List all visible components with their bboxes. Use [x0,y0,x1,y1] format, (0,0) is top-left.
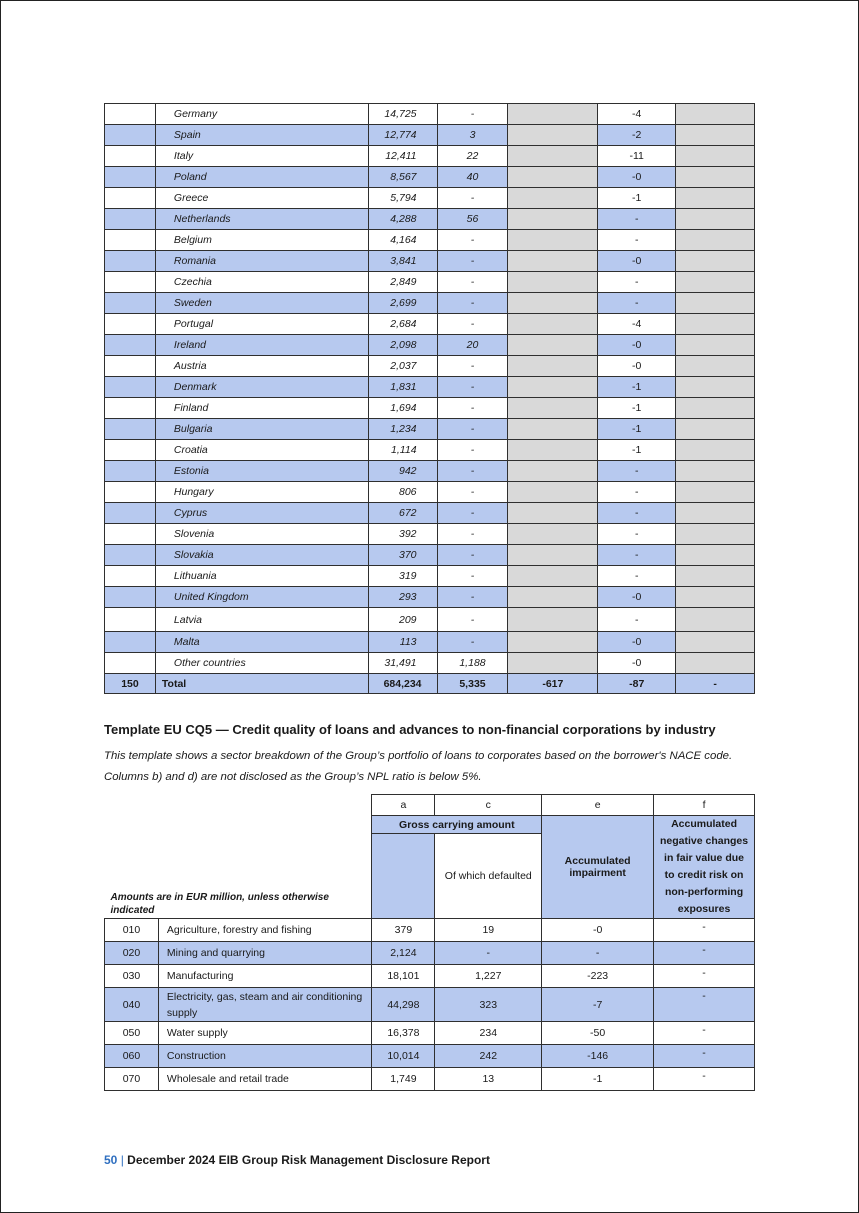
col-letter-a: a [372,795,435,816]
country-code [105,230,156,251]
country-g-blank [676,419,755,440]
country-defaulted: - [437,461,508,482]
total-a: 684,234 [368,674,437,694]
country-code [105,653,156,674]
country-e-blank [508,167,598,188]
country-g-blank [676,398,755,419]
country-defaulted: - [437,632,508,653]
industry-table [104,794,755,1091]
accumulated-impairment-header: Accumulated impairment [542,816,654,919]
country-gross: 1,694 [368,398,437,419]
industry-row [105,919,755,942]
industry-fair-value-change: - [654,1022,755,1045]
country-impairment: - [598,482,676,503]
country-row [105,251,755,272]
country-impairment: - [598,503,676,524]
accumulated-negative-changes-header: Accumulated negative changes in fair value due to credit risk on non-performing exposures [654,816,755,919]
industry-code: 030 [105,965,159,988]
country-name: Other countries [155,653,368,674]
country-defaulted: - [437,566,508,587]
industry-row [105,1045,755,1068]
country-defaulted: - [437,251,508,272]
industry-gross: 44,298 [372,988,435,1022]
country-defaulted: - [437,314,508,335]
country-code [105,377,156,398]
country-g-blank [676,653,755,674]
total-e: -617 [508,674,598,694]
page-number: 50 [104,1153,118,1167]
country-gross: 2,849 [368,272,437,293]
country-defaulted: 22 [437,146,508,167]
industry-label: Wholesale and retail trade [158,1068,372,1091]
country-row [105,440,755,461]
country-gross: 4,164 [368,230,437,251]
country-e-blank [508,482,598,503]
country-defaulted: 1,188 [437,653,508,674]
country-name: Bulgaria [155,419,368,440]
country-g-blank [676,230,755,251]
country-name: Cyprus [155,503,368,524]
industry-impairment: -146 [542,1045,654,1068]
country-e-blank [508,653,598,674]
country-g-blank [676,188,755,209]
country-row [105,209,755,230]
country-row [105,125,755,146]
country-row [105,632,755,653]
amounts-note: Amounts are in EUR million, unless otherwise indicated [110,892,329,916]
country-defaulted: - [437,104,508,125]
country-g-blank [676,587,755,608]
country-code [105,293,156,314]
country-table [104,103,755,694]
industry-defaulted: 13 [435,1068,542,1091]
header-blank [105,795,372,816]
country-name: Latvia [155,608,368,632]
country-g-blank [676,272,755,293]
country-code [105,419,156,440]
country-row [105,188,755,209]
country-gross: 1,831 [368,377,437,398]
industry-fair-value-change: - [654,965,755,988]
country-gross: 370 [368,545,437,566]
gross-a-spacer [372,834,435,919]
total-c: 5,335 [437,674,508,694]
country-impairment: - [598,545,676,566]
country-impairment: - [598,566,676,587]
country-defaulted: - [437,398,508,419]
industry-label: Electricity, gas, steam and air conditioning supply [158,988,372,1022]
total-g: - [676,674,755,694]
country-impairment: -1 [598,440,676,461]
country-defaulted: - [437,293,508,314]
country-code [105,356,156,377]
industry-label: Agriculture, forestry and fishing [158,919,372,942]
country-name: Malta [155,632,368,653]
country-gross: 2,699 [368,293,437,314]
country-impairment: -2 [598,125,676,146]
country-e-blank [508,272,598,293]
country-g-blank [676,251,755,272]
country-gross: 14,725 [368,104,437,125]
country-defaulted: - [437,482,508,503]
country-e-blank [508,566,598,587]
country-gross: 8,567 [368,167,437,188]
country-impairment: -1 [598,188,676,209]
total-f: -87 [598,674,676,694]
country-code [105,209,156,230]
industry-defaulted: 323 [435,988,542,1022]
country-row [105,461,755,482]
total-row [105,674,755,694]
country-e-blank [508,503,598,524]
country-g-blank [676,545,755,566]
country-g-blank [676,632,755,653]
country-row [105,608,755,632]
country-impairment: - [598,608,676,632]
country-gross: 319 [368,566,437,587]
country-g-blank [676,146,755,167]
country-impairment: -0 [598,356,676,377]
industry-gross: 18,101 [372,965,435,988]
country-impairment: -0 [598,335,676,356]
country-g-blank [676,167,755,188]
country-gross: 672 [368,503,437,524]
industry-impairment: -1 [542,1068,654,1091]
country-name: Lithuania [155,566,368,587]
country-defaulted: 20 [437,335,508,356]
country-row [105,167,755,188]
country-name: Denmark [155,377,368,398]
industry-fair-value-change: - [654,988,755,1022]
country-defaulted: 40 [437,167,508,188]
footer [104,1153,490,1167]
country-name: Sweden [155,293,368,314]
industry-impairment: -7 [542,988,654,1022]
country-code [105,608,156,632]
country-name: Hungary [155,482,368,503]
industry-impairment: -0 [542,919,654,942]
country-defaulted: - [437,356,508,377]
country-e-blank [508,398,598,419]
country-impairment: -0 [598,167,676,188]
country-name: Austria [155,356,368,377]
country-e-blank [508,335,598,356]
country-row [105,482,755,503]
country-g-blank [676,104,755,125]
footer-separator: | [120,1153,124,1167]
country-impairment: -0 [598,632,676,653]
country-gross: 2,684 [368,314,437,335]
country-gross: 12,411 [368,146,437,167]
country-e-blank [508,377,598,398]
country-row [105,545,755,566]
country-e-blank [508,461,598,482]
country-name: Belgium [155,230,368,251]
country-g-blank [676,209,755,230]
country-e-blank [508,587,598,608]
country-row [105,398,755,419]
country-impairment: -0 [598,587,676,608]
country-name: Romania [155,251,368,272]
country-g-blank [676,608,755,632]
country-row [105,146,755,167]
country-name: Poland [155,167,368,188]
country-gross: 2,037 [368,356,437,377]
country-e-blank [508,251,598,272]
industry-defaulted: 242 [435,1045,542,1068]
industry-defaulted: - [435,942,542,965]
industry-impairment: -50 [542,1022,654,1045]
country-impairment: -0 [598,653,676,674]
country-gross: 12,774 [368,125,437,146]
industry-defaulted: 1,227 [435,965,542,988]
country-code [105,167,156,188]
of-which-defaulted-header: Of which defaulted [435,834,542,919]
country-row [105,587,755,608]
industry-code: 040 [105,988,159,1022]
industry-row [105,988,755,1022]
country-e-blank [508,293,598,314]
country-name: Slovenia [155,524,368,545]
country-gross: 293 [368,587,437,608]
country-row [105,272,755,293]
country-gross: 942 [368,461,437,482]
country-g-blank [676,503,755,524]
total-label: Total [155,674,368,694]
country-name: Greece [155,188,368,209]
country-e-blank [508,125,598,146]
country-code [105,314,156,335]
country-defaulted: - [437,188,508,209]
country-gross: 209 [368,608,437,632]
country-row [105,566,755,587]
country-g-blank [676,566,755,587]
country-code [105,587,156,608]
country-g-blank [676,440,755,461]
country-e-blank [508,545,598,566]
industry-code: 010 [105,919,159,942]
country-defaulted: 3 [437,125,508,146]
country-row [105,293,755,314]
country-name: Ireland [155,335,368,356]
country-e-blank [508,188,598,209]
country-row [105,356,755,377]
country-e-blank [508,608,598,632]
country-row [105,335,755,356]
section-description: This template shows a sector breakdown of the Group’s portfolio of loans to corporates based on the borrower's NACE code. Columns b) and d) are not disclosed as the Group’s NPL ratio is below 5%. [104,750,733,783]
country-gross: 1,114 [368,440,437,461]
industry-fair-value-change: - [654,942,755,965]
country-row [105,524,755,545]
country-g-blank [676,377,755,398]
gross-carrying-amount-header: Gross carrying amount [372,816,542,834]
country-impairment: - [598,461,676,482]
industry-gross: 10,014 [372,1045,435,1068]
country-name: Italy [155,146,368,167]
country-e-blank [508,209,598,230]
country-code [105,146,156,167]
footer-title: December 2024 EIB Group Risk Management Disclosure Report [127,1153,490,1167]
country-name: Slovakia [155,545,368,566]
col-letter-f: f [654,795,755,816]
country-impairment: -4 [598,104,676,125]
country-code [105,545,156,566]
industry-fair-value-change: - [654,1068,755,1091]
country-g-blank [676,524,755,545]
country-g-blank [676,335,755,356]
country-e-blank [508,104,598,125]
country-e-blank [508,632,598,653]
industry-code: 070 [105,1068,159,1091]
country-impairment: -0 [598,251,676,272]
country-impairment: -1 [598,398,676,419]
country-name: Spain [155,125,368,146]
industry-row [105,965,755,988]
country-g-blank [676,482,755,503]
country-defaulted: - [437,377,508,398]
country-g-blank [676,125,755,146]
country-impairment: - [598,272,676,293]
country-row [105,104,755,125]
industry-label: Construction [158,1045,372,1068]
country-e-blank [508,524,598,545]
industry-label: Manufacturing [158,965,372,988]
country-defaulted: - [437,503,508,524]
industry-row [105,942,755,965]
industry-gross: 2,124 [372,942,435,965]
country-impairment: - [598,230,676,251]
country-code [105,104,156,125]
country-impairment: -4 [598,314,676,335]
industry-label: Water supply [158,1022,372,1045]
country-impairment: -1 [598,419,676,440]
country-code [105,251,156,272]
country-gross: 113 [368,632,437,653]
country-g-blank [676,314,755,335]
country-gross: 31,491 [368,653,437,674]
country-name: Czechia [155,272,368,293]
industry-code: 050 [105,1022,159,1045]
country-g-blank [676,461,755,482]
industry-row [105,1022,755,1045]
country-code [105,503,156,524]
industry-gross: 1,749 [372,1068,435,1091]
country-defaulted: - [437,587,508,608]
total-code: 150 [105,674,156,694]
country-defaulted: - [437,545,508,566]
country-gross: 4,288 [368,209,437,230]
country-code [105,335,156,356]
industry-gross: 16,378 [372,1022,435,1045]
country-name: Croatia [155,440,368,461]
country-g-blank [676,356,755,377]
country-code [105,482,156,503]
country-defaulted: - [437,524,508,545]
country-e-blank [508,440,598,461]
industry-impairment: -223 [542,965,654,988]
country-e-blank [508,314,598,335]
country-name: Finland [155,398,368,419]
country-defaulted: 56 [437,209,508,230]
country-gross: 392 [368,524,437,545]
country-gross: 806 [368,482,437,503]
section-title: Template EU CQ5 — Credit quality of loans and advances to non-financial corporations by industry [104,722,716,737]
country-defaulted: - [437,272,508,293]
country-code [105,272,156,293]
country-defaulted: - [437,230,508,251]
country-impairment: - [598,209,676,230]
country-row [105,314,755,335]
industry-defaulted: 234 [435,1022,542,1045]
country-defaulted: - [437,608,508,632]
country-code [105,461,156,482]
country-e-blank [508,230,598,251]
country-e-blank [508,356,598,377]
country-row [105,503,755,524]
country-code [105,524,156,545]
country-g-blank [676,293,755,314]
country-defaulted: - [437,440,508,461]
industry-fair-value-change: - [654,919,755,942]
col-letter-e: e [542,795,654,816]
country-code [105,398,156,419]
country-row [105,653,755,674]
country-gross: 2,098 [368,335,437,356]
industry-row [105,1068,755,1091]
country-gross: 5,794 [368,188,437,209]
country-name: Portugal [155,314,368,335]
country-impairment: -11 [598,146,676,167]
country-defaulted: - [437,419,508,440]
country-code [105,440,156,461]
industry-fair-value-change: - [654,1045,755,1068]
country-name: Germany [155,104,368,125]
country-name: Netherlands [155,209,368,230]
industry-code: 020 [105,942,159,965]
country-row [105,419,755,440]
country-row [105,230,755,251]
country-e-blank [508,146,598,167]
industry-defaulted: 19 [435,919,542,942]
country-name: Estonia [155,461,368,482]
country-row [105,377,755,398]
country-impairment: - [598,524,676,545]
country-code [105,188,156,209]
industry-code: 060 [105,1045,159,1068]
country-code [105,125,156,146]
industry-impairment: - [542,942,654,965]
country-impairment: - [598,293,676,314]
country-name: United Kingdom [155,587,368,608]
industry-label: Mining and quarrying [158,942,372,965]
country-code [105,566,156,587]
country-gross: 3,841 [368,251,437,272]
country-impairment: -1 [598,377,676,398]
country-code [105,632,156,653]
col-letter-c: c [435,795,542,816]
country-gross: 1,234 [368,419,437,440]
industry-gross: 379 [372,919,435,942]
country-e-blank [508,419,598,440]
